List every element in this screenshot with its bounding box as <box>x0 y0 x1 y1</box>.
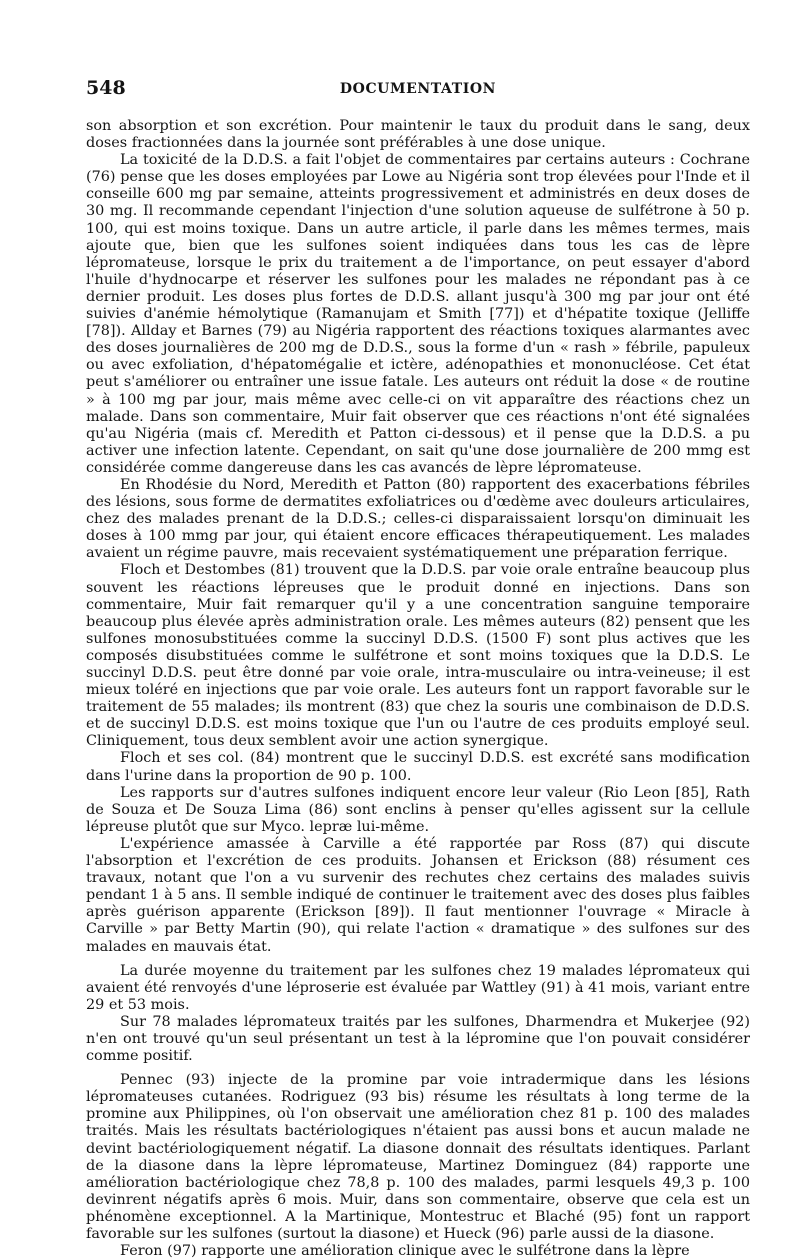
paragraph-dds-toxicity: La toxicité de la D.D.S. a fait l'objet de commentaires par certains auteurs : Cochrane (76) pense que les doses employées par Lowe au Nigéria sont trop élevées pour l'Inde et il conseille 600 mg par semaine, atteints progressivement et administrés en deux doses de 30 mg. Il recommande cependant l'injection d'une solution aqueuse de sulfétrone à 50 p. 100, qui est moins toxique. Dans un autre article, il parle dans les mêmes termes, mais ajoute que, bien que les sulfones soient indiquées dans tous les cas de lèpre lépromateuse, lorsque le prix du traitement a de l'importance, on peut essayer d'abord l'huile d'hydnocarpe et réserver les sulfones pour les malades ne répondant pas à ce dernier produit. Les doses plus fortes de D.D.S. allant jusqu'à 300 mg par jour ont été suivies d'anémie hémolytique (Ramanujam et Smith [77]) et d'hépatite toxique (Jelliffe [78]). Allday et Barnes (79) au Nigéria rapportent des réactions toxiques alarmantes avec des doses journalières de 200 mg de D.D.S., sous la forme d'un « rash » fébrile, papuleux ou avec exfoliation, d'hépatomégalie et ictère, adénopathies et mononucléose. Cet état peut s'améliorer ou entraîner une issue fatale. Les auteurs ont réduit la dose « de routine » à 100 mg par jour, mais même avec celle-ci on vit apparaître des réactions chez un malade. Dans son commentaire, Muir fait observer que ces réactions n'ont été signalées qu'au Nigéria (mais cf. Meredith et Patton ci-dessous) et il pense que la D.D.S. a pu activer une infection latente. Cependant, on sait qu'une dose journalière de 200 mmg est considérée comme dangereuse dans les cas avancés de lèpre lépromateuse. <box>86 152 750 476</box>
paragraph-rhodesia: En Rhodésie du Nord, Meredith et Patton (80) rapportent des exacerbations fébriles des lésions, sous forme de dermatites exfoliatrices ou d'œdème avec douleurs articulaires, chez des malades prenant de la D.D.S.; celles-ci disparaissaient lorsqu'on diminuait les doses à 100 mmg par jour, qui étaient encore efficaces thérapeutiquement. Les malades avaient un régime pauvre, mais recevaient systématiquement une préparation ferrique. <box>86 476 750 562</box>
paragraph-wattley: La durée moyenne du traitement par les sulfones chez 19 malades lépromateux qui avaient été renvoyés d'une léproserie est évaluée par Wattley (91) à 41 mois, variant entre 29 et 53 mois. <box>86 962 750 1013</box>
paragraph-continuation: son absorption et son excrétion. Pour maintenir le taux du produit dans le sang, deux doses fractionnées dans la journée sont préférables à une dose unique. <box>86 118 750 152</box>
body-text <box>86 118 750 1260</box>
page-header <box>86 77 750 101</box>
paragraph-feron: Feron (97) rapporte une amélioration clinique avec le sulfétrone dans la lèpre <box>120 1243 690 1260</box>
page-number: 548 <box>86 77 126 99</box>
paragraph-carville: L'expérience amassée à Carville a été rapportée par Ross (87) qui discute l'absorption et l'excrétion de ces produits. Johansen et Erickson (88) résument ces travaux, notant que l'on a vu survenir des rechutes chez certains des malades suivis pendant 1 à 5 ans. Il semble indiqué de continuer le traitement avec des doses plus faibles après guérison apparente (Erickson [89]). Il faut mentionner l'ouvrage « Miracle à Carville » par Betty Martin (90), qui relate l'action « dramatique » des sulfones sur des malades en mauvais état. <box>86 835 750 955</box>
paragraph-dharmendra: Sur 78 malades lépromateux traités par les sulfones, Dharmendra et Mukerjee (92) n'en ont trouvé qu'un seul présentant un test à la lépromine que l'on pouvait considérer comme positif. <box>86 1013 750 1065</box>
running-head: DOCUMENTATION <box>339 81 497 97</box>
paragraph-floch-destombes: Floch et Destombes (81) trouvent que la D.D.S. par voie orale entraîne beaucoup plus souvent les réactions lépreuses que le produit donné en injections. Dans son commentaire, Muir fait remarquer qu'il y a une concentration sanguine temporaire beaucoup plus élevée après administration orale. Les mêmes auteurs (82) pensent que les sulfones monosubstituées comme la succinyl D.D.S. (1500 F) sont plus actives que les composés disubstituées comme le sulfétrone et sont moins toxiques que la D.D.S. Le succinyl D.D.S. peut être donné par voie orale, intra-musculaire ou intra-veineuse; il est mieux toléré en injections que par voie orale. Les auteurs font un rapport favorable sur le traitement de 55 malades; ils montrent (83) que chez la souris une combinaison de D.D.S. et de succinyl D.D.S. est moins toxique que l'un ou l'autre de ces produits employé seul. Cliniquement, tous deux semblent avoir une action synergique. <box>86 562 750 750</box>
paragraph-floch-excretion: Floch et ses col. (84) montrent que le succinyl D.D.S. est excrété sans modification dans l'urine dans la proportion de 90 p. 100. <box>86 750 750 784</box>
paragraph-pennec: Pennec (93) injecte de la promine par voie intradermique dans les lésions lépromateuses cutanées. Rodriguez (93 bis) résume les résultats à long terme de la promine aux Philippines, où l'on observait une amélioration chez 81 p. 100 des malades traités. Mais les résultats bactériologiques n'étaient pas aussi bons et aucun malade ne devint bactériologiquement négatif. La diasone donnait des résultats identiques. Parlant de la diasone dans la lèpre lépromateuse, Martinez Dominguez (84) rapporte une amélioration bactériologique chez 78,8 p. 100 des malades, parmi lesquels 49,3 p. 100 devinrent négatifs après 6 mois. Muir, dans son commentaire, observe que cela est un phénomène exceptionnel. A la Martinique, Montestruc et Blaché (95) font un rapport favorable sur les sulfones (surtout la diasone) et Hueck (96) parle aussi de la diasone. <box>86 1072 750 1242</box>
paragraph-other-sulfones: Les rapports sur d'autres sulfones indiquent encore leur valeur (Rio Leon [85], Rath de Souza et De Souza Lima (86) sont enclins à penser qu'elles agissent sur la cellule lépreuse plutôt que sur Myco. lepræ lui-même. <box>86 784 750 835</box>
